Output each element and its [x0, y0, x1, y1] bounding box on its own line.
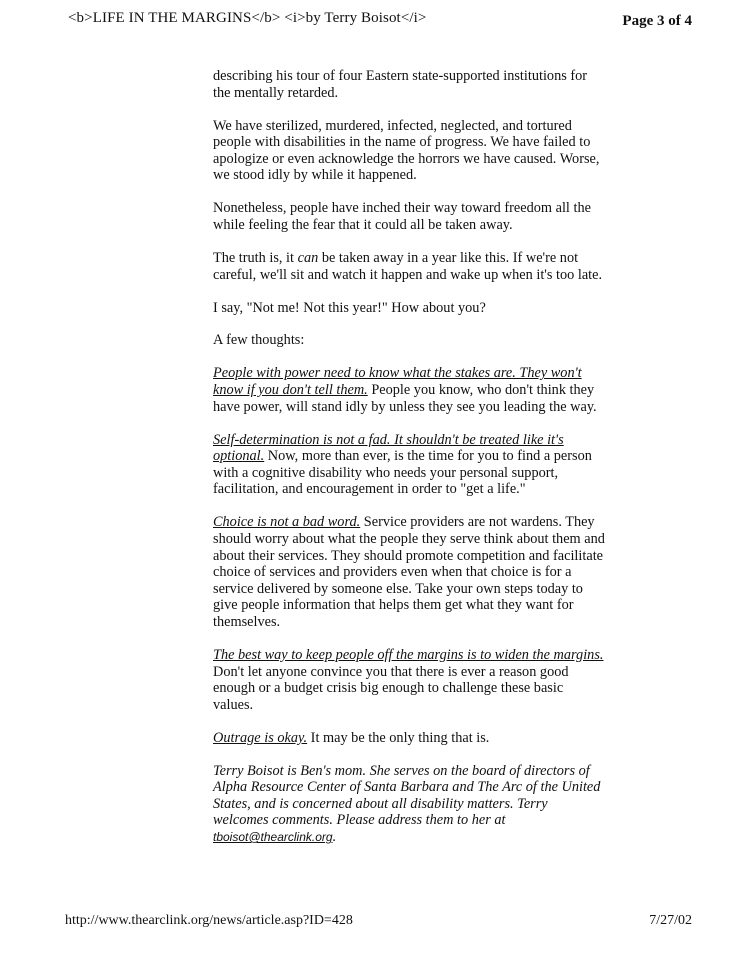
thought-lead: The best way to keep people off the margins is to widen the margins.: [213, 646, 604, 663]
paragraph: We have sterilized, murdered, infected, neglected, and tortured people with disabilities in the name of progress. We have failed to apologize or even acknowledge the horrors we have caused. Worse, we stood idly by while it happened.: [213, 117, 600, 184]
thought-lead: Self-determination is not a fad. It shouldn't be treated like it's optional.: [213, 431, 564, 465]
bio-text: Terry Boisot is Ben's mom. She serves on the board of directors of Alpha Resource Center of Santa Barbara and The Arc of the United States, and is concerned about all disability matters. Terry welcomes comments. Please address them to her at: [213, 762, 601, 829]
text-run: The truth is, it: [213, 249, 298, 266]
paragraph: I say, "Not me! Not this year!" How about you?: [213, 299, 486, 316]
paragraph: A few thoughts:: [213, 332, 305, 349]
author-email-link[interactable]: tboisot@thearclink.org: [213, 830, 333, 845]
thought-text: It may be the only thing that is.: [307, 729, 490, 746]
page-number: Page 3 of 4: [622, 13, 692, 29]
thought-text: Don't let anyone convince you that there is ever a reason good enough or a budget crisis big enough to challenge these basic values.: [213, 663, 569, 713]
thought-item: [213, 514, 605, 630]
article-body: [213, 68, 605, 862]
thought-lead: People with power need to know what the stakes are. They won't know if you don't tell them.: [213, 365, 582, 399]
bio-end: .: [332, 829, 337, 846]
text-run: be taken away in a year like this. If we're not careful, we'll sit and watch it happen and wake up when it's too late.: [213, 249, 603, 283]
paragraph: describing his tour of four Eastern state-supported institutions for the mentally retarded.: [213, 68, 588, 101]
thought-lead: Outrage is okay.: [213, 729, 308, 746]
document-header-title: <b>LIFE IN THE MARGINS</b> <i>by Terry Boisot</i>: [68, 10, 427, 26]
thought-lead: Choice is not a bad word.: [213, 514, 361, 531]
paragraph: [213, 250, 605, 283]
thought-item: [213, 730, 605, 747]
paragraph: Nonetheless, people have inched their way toward freedom all the while feeling the fear that it could all be taken away.: [213, 200, 591, 233]
author-bio: [213, 763, 605, 846]
thought-item: [213, 365, 605, 415]
thought-item: [213, 432, 605, 498]
footer-url: http://www.thearclink.org/news/article.asp?ID=428: [65, 913, 353, 928]
thought-text: People you know, who don't think they have power, will stand idly by unless they see you leading the way.: [213, 382, 597, 415]
footer-date: 7/27/02: [649, 913, 692, 928]
thought-text: Service providers are not wardens. They should worry about what the people they serve think about them and about their services. They should promote competition and facilitate choice of services and providers even when that choice is for a service delivered by someone else. Take your own steps today to give people information that helps them get what they want for themselves.: [213, 514, 605, 630]
emphasis: can: [297, 249, 319, 266]
thought-item: [213, 647, 605, 713]
thought-text: Now, more than ever, is the time for you to find a person with a cognitive disability who needs your personal support, facilitation, and encouragement in order to "get a life.": [213, 448, 592, 498]
